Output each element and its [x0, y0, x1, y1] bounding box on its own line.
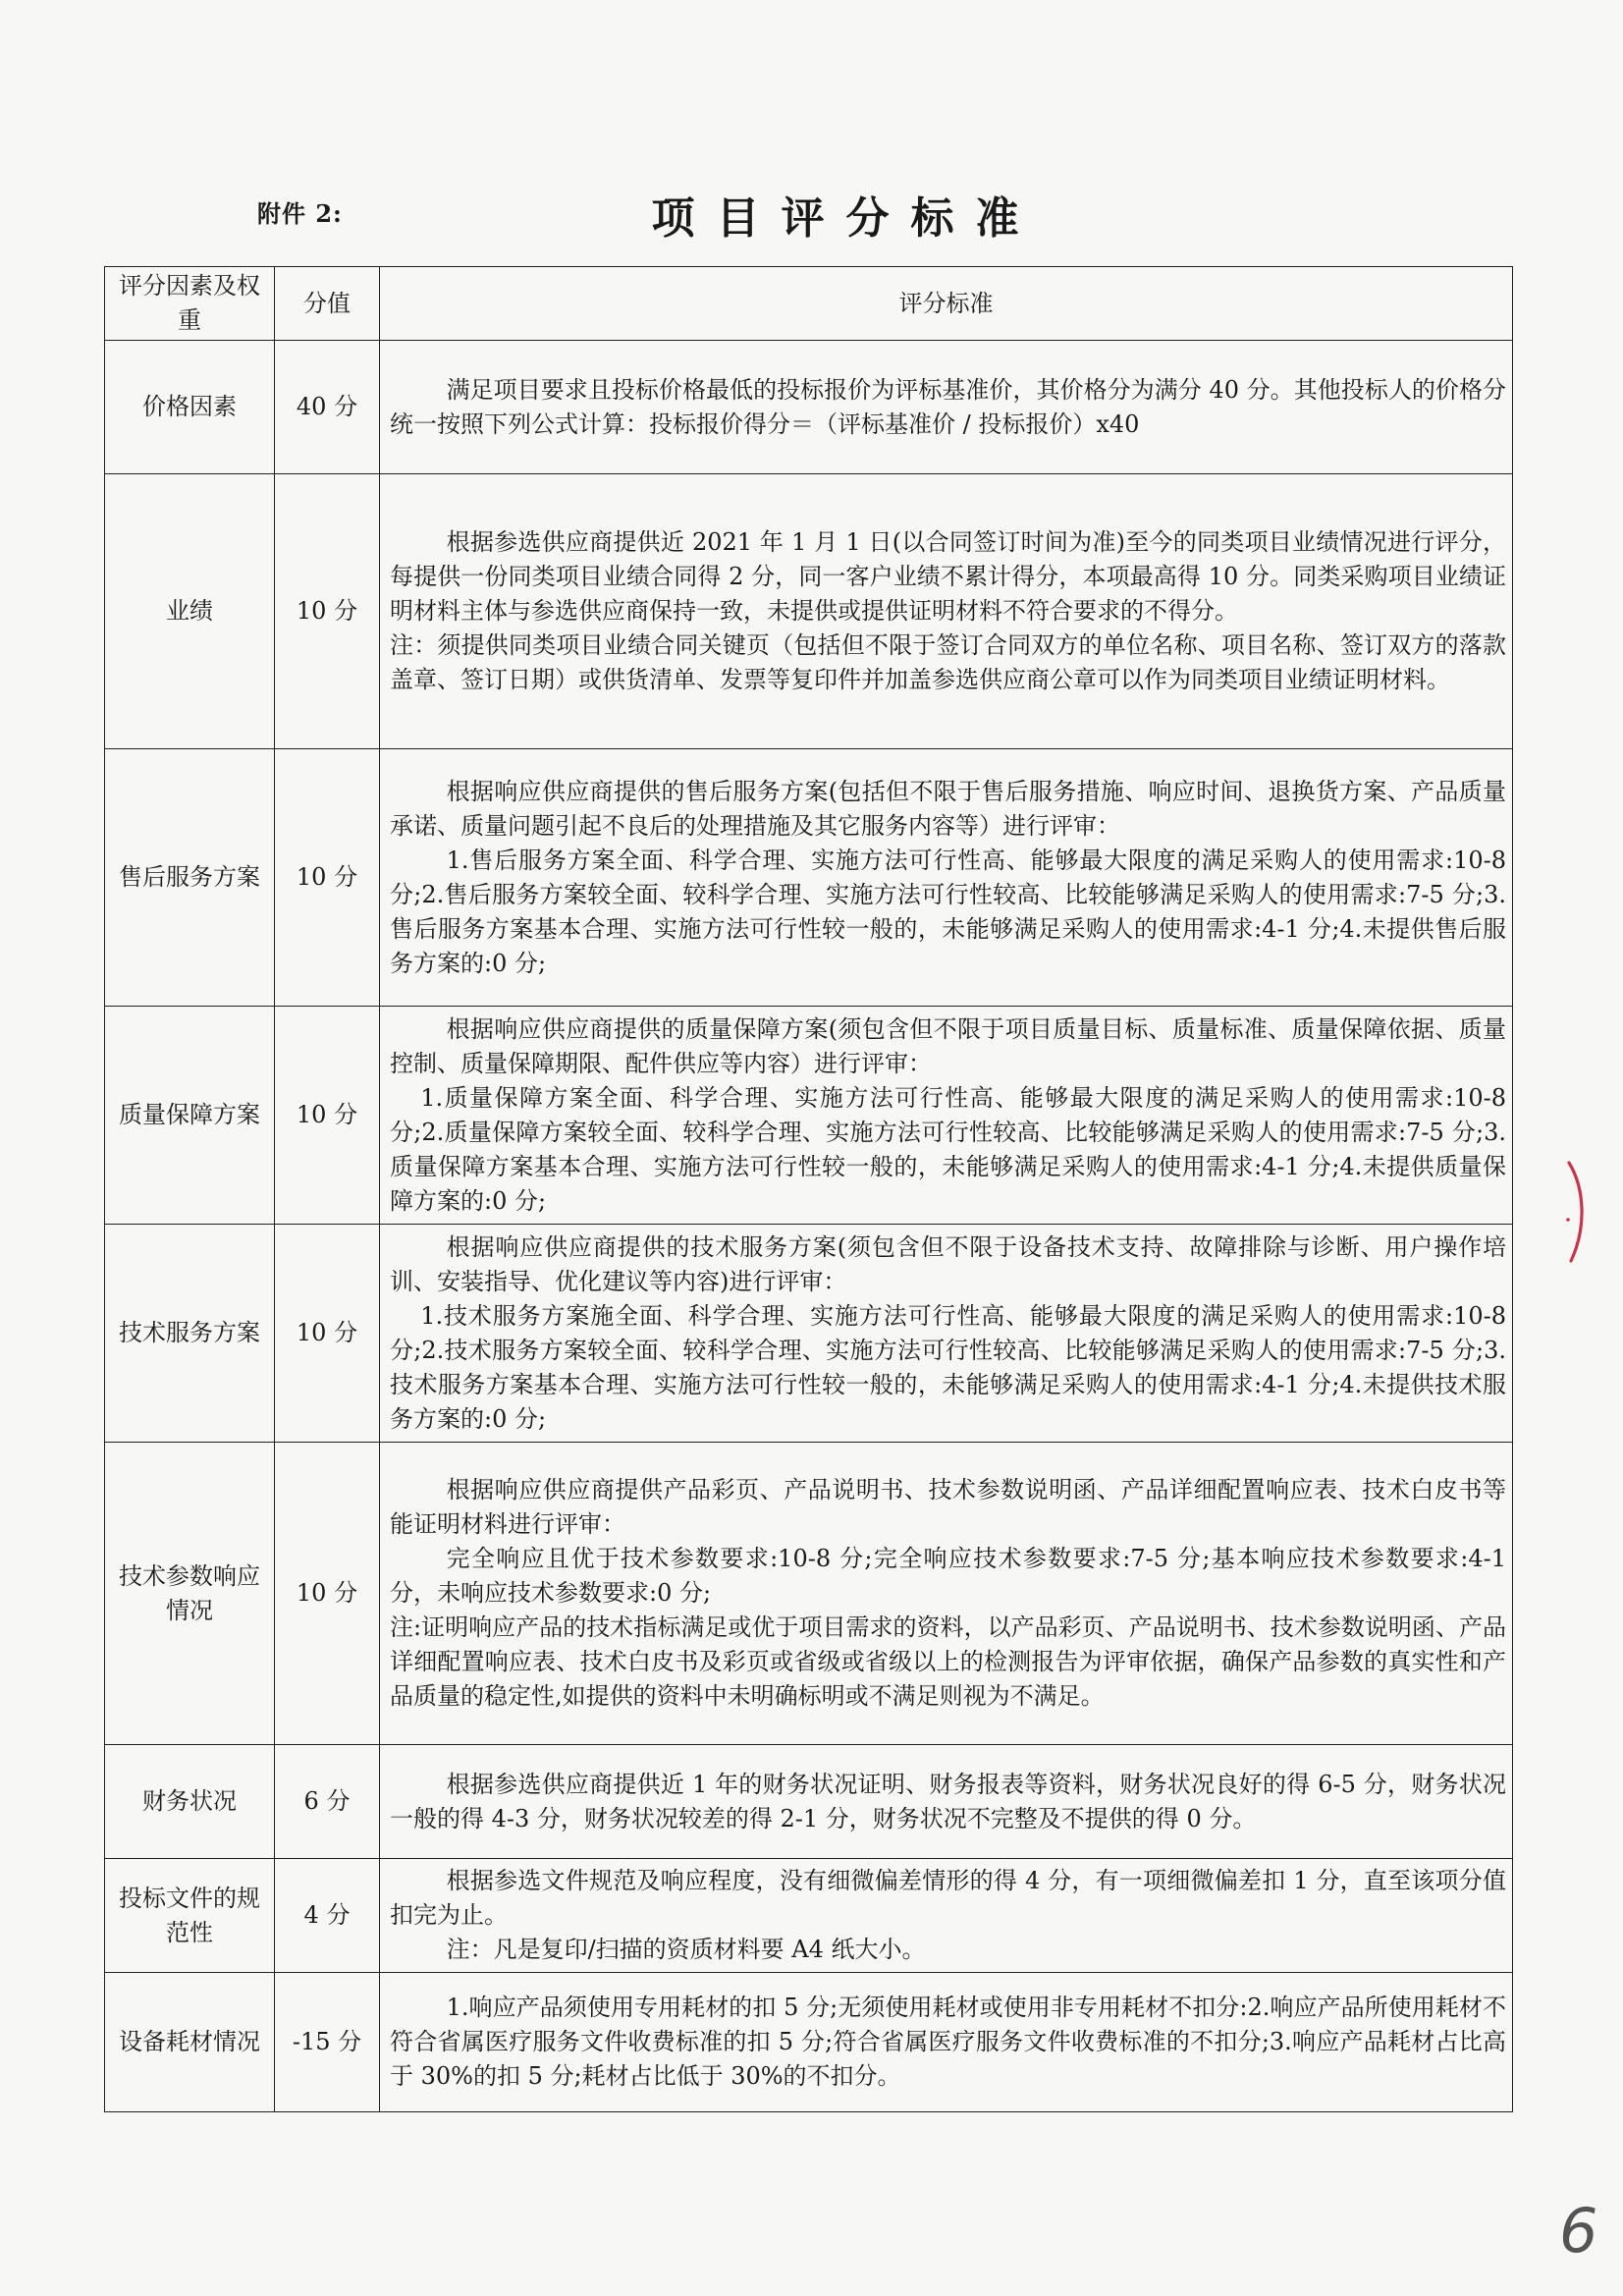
column-header-factor: 评分因素及权重 [105, 267, 275, 341]
factor-cell: 售后服务方案 [105, 749, 275, 1007]
criteria-paragraph: 1.响应产品须使用专用耗材的扣 5 分;无须使用耗材或使用非专用耗材不扣分:2.响应产品所使用耗材不符合省属医疗服务文件收费标准的扣 5 分;符合省属医疗服务文件收费标准的不扣分;3.响应产品耗材占比高于 30%的扣 5 分;耗材占比低于 30%的不扣分。 [390, 1994, 1506, 2090]
criteria-paragraph: 根据响应供应商提供产品彩页、产品说明书、技术参数说明函、产品详细配置响应表、技术白皮书等能证明材料进行评审： [390, 1476, 1506, 1538]
criteria-paragraph: 1.售后服务方案全面、科学合理、实施方法可行性高、能够最大限度的满足采购人的使用需求:10-8 分;2.售后服务方案较全面、较科学合理、实施方法可行性较高、比较能够满足采购人的使用需求:7-5 分;3.售后服务方案基本合理、实施方法可行性较一般的，未能够满足采购人的使用需求:4-1 分;4.未提供售后服务方案的:0 分; [390, 846, 1506, 977]
score-cell: -15 分 [275, 1973, 380, 2112]
factor-cell: 技术服务方案 [105, 1225, 275, 1443]
criteria-paragraph: 根据响应供应商提供的售后服务方案(包括但不限于售后服务措施、响应时间、退换货方案、产品质量承诺、质量问题引起不良后的处理措施及其它服务内容等）进行评审： [390, 777, 1506, 840]
criteria-paragraph: 1.技术服务方案施全面、科学合理、实施方法可行性高、能够最大限度的满足采购人的使用需求:10-8 分;2.技术服务方案较全面、较科学合理、实施方法可行性较高、比较能够满足采购人的使用需求:7-5 分;3.技术服务方案基本合理、实施方法可行性较一般的，未能够满足采购人的使用需求:4-1 分;4.未提供技术服务方案的:0 分; [390, 1301, 1506, 1433]
table-row [105, 1443, 1513, 1745]
score-cell: 10 分 [275, 749, 380, 1007]
pencil-mark [1563, 1159, 1591, 1267]
page-title: 项目评分标准 [651, 193, 1041, 244]
criteria-note: 注：凡是复印/扫描的资质材料要 A4 纸大小。 [446, 1936, 926, 1963]
criteria-cell [380, 1225, 1513, 1443]
column-header-score: 分值 [275, 267, 380, 341]
score-cell: 10 分 [275, 1007, 380, 1225]
score-cell: 10 分 [275, 474, 380, 749]
table-row [105, 1859, 1513, 1973]
criteria-paragraph: 完全响应且优于技术参数要求:10-8 分;完全响应技术参数要求:7-5 分;基本响应技术参数要求:4-1 分，未响应技术参数要求:0 分; [390, 1545, 1506, 1607]
criteria-cell [380, 1859, 1513, 1973]
score-cell: 4 分 [275, 1859, 380, 1973]
table-row [105, 1007, 1513, 1225]
criteria-paragraph: 根据响应供应商提供的技术服务方案(须包含但不限于设备技术支持、故障排除与诊断、用户操作培训、安装指导、优化建议等内容)进行评审： [390, 1232, 1506, 1295]
criteria-cell [380, 474, 1513, 749]
table-row [105, 749, 1513, 1007]
table-row [105, 1745, 1513, 1859]
factor-cell: 质量保障方案 [105, 1007, 275, 1225]
factor-cell: 业绩 [105, 474, 275, 749]
criteria-paragraph: 根据参选文件规范及响应程度，没有细微偏差情形的得 4 分，有一项细微偏差扣 1 分，直至该项分值扣完为止。 [390, 1867, 1506, 1929]
score-cell: 10 分 [275, 1443, 380, 1745]
criteria-note: 注：须提供同类项目业绩合同关键页（包括但不限于签订合同双方的单位名称、项目名称、签订双方的落款盖章、签订日期）或供货清单、发票等复印件并加盖参选供应商公章可以作为同类项目业绩证明材料。 [390, 631, 1506, 693]
criteria-paragraph: 满足项目要求且投标价格最低的投标报价为评标基准价，其价格分为满分 40 分。其他投标人的价格分统一按照下列公式计算：投标报价得分＝（评标基准价 / 投标报价）x40 [390, 375, 1506, 438]
criteria-cell [380, 749, 1513, 1007]
column-header-criteria: 评分标准 [380, 267, 1513, 341]
criteria-cell [380, 341, 1513, 474]
criteria-note: 注:证明响应产品的技术指标满足或优于项目需求的资料，以产品彩页、产品说明书、技术参数说明函、产品详细配置响应表、技术白皮书及彩页或省级或省级以上的检测报告为评审依据，确保产品参数的真实性和产品质量的稳定性,如提供的资料中未明确标明或不满足则视为不满足。 [390, 1613, 1506, 1710]
table-row [105, 341, 1513, 474]
factor-cell: 设备耗材情况 [105, 1973, 275, 2112]
factor-cell: 技术参数响应情况 [105, 1443, 275, 1745]
table-header-row [105, 267, 1513, 341]
criteria-cell [380, 1443, 1513, 1745]
factor-cell: 价格因素 [105, 341, 275, 474]
factor-cell: 投标文件的规范性 [105, 1859, 275, 1973]
criteria-cell [380, 1973, 1513, 2112]
score-cell: 10 分 [275, 1225, 380, 1443]
criteria-cell [380, 1745, 1513, 1859]
attachment-label: 附件 2: [257, 199, 343, 228]
criteria-paragraph: 1.质量保障方案全面、科学合理、实施方法可行性高、能够最大限度的满足采购人的使用需求:10-8 分;2.质量保障方案较全面、较科学合理、实施方法可行性较高、比较能够满足采购人的使用需求:7-5 分;3.质量保障方案基本合理、实施方法可行性较一般的，未能够满足采购人的使用需求:4-1 分;4.未提供质量保障方案的:0 分; [390, 1083, 1506, 1215]
score-cell: 40 分 [275, 341, 380, 474]
factor-cell: 财务状况 [105, 1745, 275, 1859]
scoring-table [104, 266, 1513, 2112]
page-number: 6 [1559, 2195, 1598, 2267]
criteria-paragraph: 根据参选供应商提供近 2021 年 1 月 1 日(以合同签订时间为准)至今的同类项目业绩情况进行评分，每提供一份同类项目业绩合同得 2 分，同一客户业绩不累计得分，本项最高得 10 分。同类采购项目业绩证明材料主体与参选供应商保持一致，未提供或提供证明材料不符合要求的不得分。 [390, 528, 1506, 625]
criteria-paragraph: 根据参选供应商提供近 1 年的财务状况证明、财务报表等资料，财务状况良好的得 6-5 分，财务状况一般的得 4-3 分，财务状况较差的得 2-1 分，财务状况不完整及不提供的得 0 分。 [390, 1770, 1506, 1832]
criteria-paragraph: 根据响应供应商提供的质量保障方案(须包含但不限于项目质量目标、质量标准、质量保障依据、质量控制、质量保障期限、配件供应等内容）进行评审： [390, 1014, 1506, 1077]
table-row [105, 1225, 1513, 1443]
table-row [105, 1973, 1513, 2112]
score-cell: 6 分 [275, 1745, 380, 1859]
criteria-cell [380, 1007, 1513, 1225]
table-row [105, 474, 1513, 749]
